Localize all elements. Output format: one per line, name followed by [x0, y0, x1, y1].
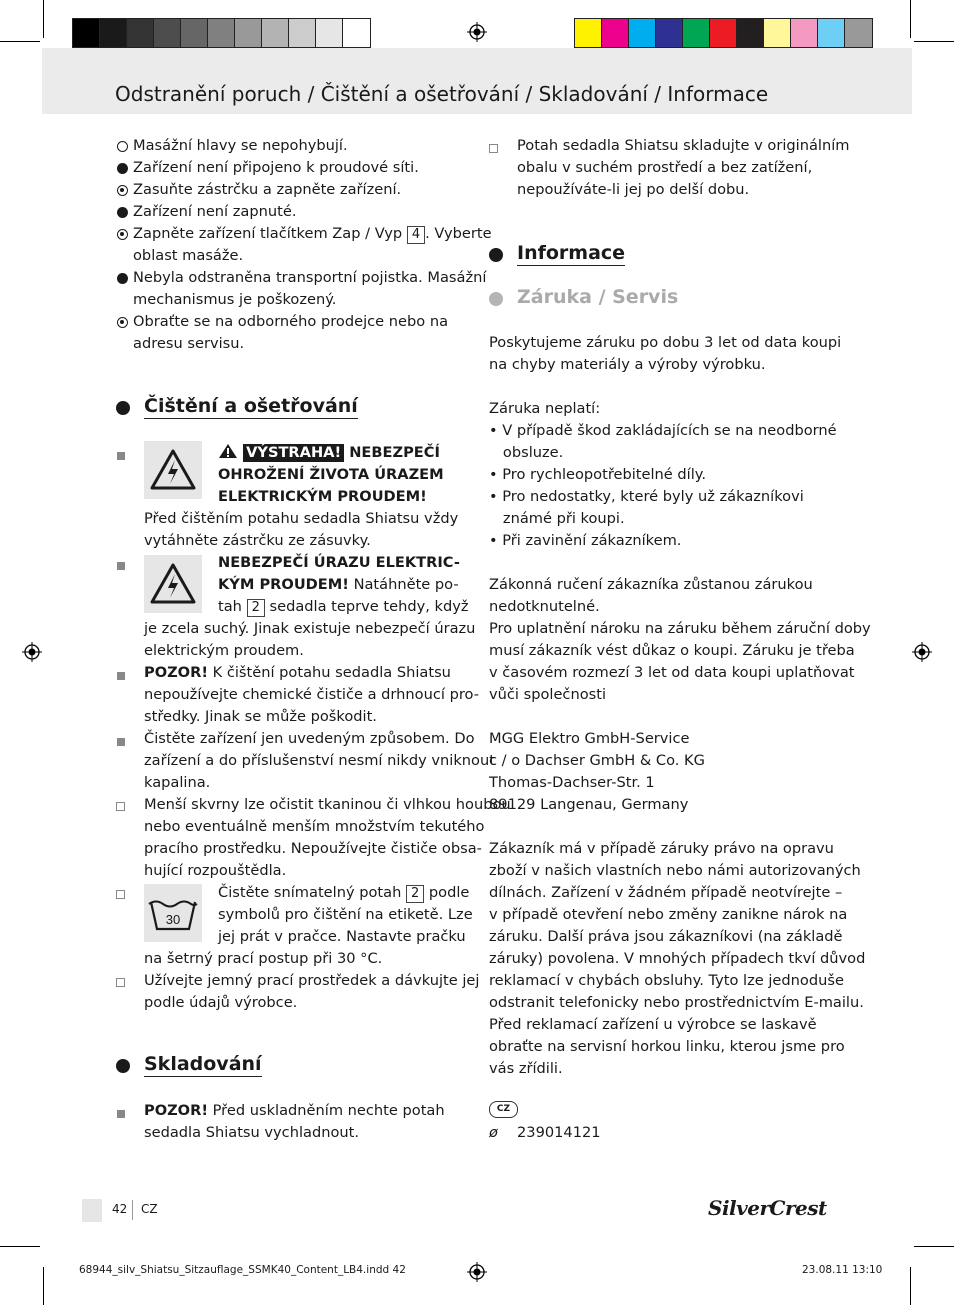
body-text: symbolů pro čištění na etiketě. Lze: [218, 906, 473, 923]
body-text: odstranit telefonicky nebo prostřednictvím E-mailu.: [489, 994, 864, 1011]
color-swatch: [181, 19, 208, 47]
body-text: vás zřídili.: [489, 1060, 563, 1077]
color-swatch: [127, 19, 154, 47]
list-square-icon: [117, 562, 125, 570]
cmyk-color-bar: [574, 18, 873, 48]
bullet-item: • Při zavinění zákazníkem.: [489, 532, 682, 549]
troubleshooting-text: Zasuňte zástrčku a zapněte zařízení.: [133, 181, 402, 198]
bullet-item: známé při koupi.: [489, 510, 625, 527]
section-bullet-icon: [116, 1059, 130, 1073]
body-text: Před reklamací zařízení u výrobce se laskavě: [489, 1016, 817, 1033]
warning-label: VÝSTRAHA!: [243, 444, 344, 462]
body-text: elektrickým proudem.: [144, 642, 304, 659]
bullet-item: • Pro rychleopotřebitelné díly.: [489, 466, 706, 483]
registration-mark-icon: [912, 642, 932, 662]
warning-triangle-icon: [218, 444, 238, 461]
body-text: zařízení a do příslušenství nesmí nikdy vniknout: [144, 752, 495, 769]
caution-text: POZOR! Před uskladněním nechte potah: [144, 1102, 445, 1119]
subheading: Záruka neplatí:: [489, 400, 601, 417]
color-swatch: [73, 19, 100, 47]
cause-icon: [117, 163, 128, 174]
list-square-icon: [117, 672, 125, 680]
warning-text: OHROŽENÍ ŽIVOTA ÚRAZEM: [218, 466, 444, 483]
registration-mark-icon: [467, 1262, 487, 1282]
body-text: pracího prostředku. Nepoužívejte čističe obsa-: [144, 840, 482, 857]
body-text: vytáhněte zástrčku ze zásuvky.: [144, 532, 371, 549]
part-number-box: 4: [407, 226, 425, 244]
body-text: jej prát v pračce. Nastavte pračku: [218, 928, 466, 945]
body-text: dílnách. Zařízení v žádném případě neotvírejte –: [489, 884, 843, 901]
body-text: reklamací v chybách obsluhy. Tyto lze jednoduše: [489, 972, 844, 989]
color-swatch: [845, 19, 872, 47]
body-text: záruky) povolena. V mnohých případech tkví důvod: [489, 950, 866, 967]
wash-30-icon: [144, 884, 202, 942]
grayscale-color-bar: [72, 18, 371, 48]
page-title: Odstranění poruch / Čištění a ošetřování / Skladování / Informace: [115, 82, 769, 106]
body-text: musí zákazník vést důkaz o koupi. Záruku je třeba: [489, 642, 855, 659]
color-swatch: [100, 19, 127, 47]
color-swatch: [656, 19, 683, 47]
electric-hazard-icon: [144, 441, 202, 499]
body-text: obalu v suchém prostředí a bez zatížení,: [517, 159, 813, 176]
warning-text: NEBEZPEČÍ ÚRAZU ELEKTRIC-: [218, 554, 460, 571]
phone-number: 239014121: [517, 1124, 601, 1141]
body-text: nepoužíváte-li jej po delší dobu.: [517, 181, 750, 198]
phone-icon: ø: [489, 1124, 498, 1141]
troubleshooting-text: Obraťte se na odborného prodejce nebo na: [133, 313, 449, 330]
color-swatch: [235, 19, 262, 47]
body-text: na šetrný prací postup při 30 °C.: [144, 950, 383, 967]
body-text: Menší skvrny lze očistit tkaninou či vlhkou houbou: [144, 796, 511, 813]
crop-mark: [43, 1267, 44, 1305]
file-slug: 68944_silv_Shiatsu_Sitzauflage_SSMK40_Content_LB4.indd 42: [79, 1264, 406, 1276]
color-swatch: [683, 19, 710, 47]
print-date: 23.08.11 13:10: [802, 1264, 883, 1276]
page-header: [42, 48, 912, 114]
body-text: hující rozpouštědla.: [144, 862, 287, 879]
troubleshooting-text: mechanismus je poškozený.: [133, 291, 337, 308]
body-text: je zcela suchý. Jinak existuje nebezpečí úrazu: [144, 620, 476, 637]
body-text: záruku. Další práva jsou zákazníkovi (na základě: [489, 928, 843, 945]
body-text: v časovém rozmezí 3 let od data koupi uplatňovat: [489, 664, 855, 681]
list-square-outline-icon: [489, 144, 498, 153]
body-text: nedotknutelné.: [489, 598, 600, 615]
cause-icon: [117, 273, 128, 284]
body-text: Čistěte zařízení jen uvedeným způsobem. Do: [144, 730, 475, 747]
color-swatch: [629, 19, 656, 47]
body-text: Poskytujeme záruku po dobu 3 let od data koupi: [489, 334, 842, 351]
troubleshooting-text: adresu servisu.: [133, 335, 245, 352]
body-text: Zákonná ručení zákazníka zůstanou zárukou: [489, 576, 813, 593]
address-line: c / o Dachser GmbH & Co. KG: [489, 752, 705, 769]
section-bullet-icon: [489, 248, 503, 262]
page-number-box: [82, 1199, 102, 1222]
color-swatch: [208, 19, 235, 47]
body-text: nebo eventuálně menším množstvím tekutého: [144, 818, 485, 835]
brand-logo: SilverCrest: [708, 1196, 827, 1220]
remedy-icon: [117, 229, 128, 240]
crop-mark: [0, 41, 40, 42]
warning-line: [218, 442, 440, 464]
troubleshooting-text: Masážní hlavy se nepohybují.: [133, 137, 348, 154]
body-text: zboží v našich vlastních nebo námi autorizovaných: [489, 862, 861, 879]
list-square-outline-icon: [116, 802, 125, 811]
warning-text: KÝM PROUDEM! Natáhněte po-: [218, 576, 459, 593]
crop-mark: [0, 1246, 40, 1247]
country-badge: CZ: [489, 1101, 518, 1118]
warning-text: NEBEZPEČÍ: [349, 444, 440, 461]
body-text: Užívejte jemný prací prostředek a dávkujte jej: [144, 972, 480, 989]
cleaning-heading: Čištění a ošetřování: [144, 395, 358, 417]
color-swatch: [289, 19, 316, 47]
storage-heading: Skladování: [144, 1053, 262, 1075]
language-code: CZ: [141, 1202, 158, 1216]
part-number-box: 2: [406, 885, 424, 903]
body-text: Pro uplatnění nároku na záruku během záruční doby: [489, 620, 871, 637]
color-swatch: [791, 19, 818, 47]
color-swatch: [710, 19, 737, 47]
registration-mark-icon: [22, 642, 42, 662]
address-line: MGG Elektro GmbH-Service: [489, 730, 690, 747]
body-text: Potah sedadla Shiatsu skladujte v originálním: [517, 137, 850, 154]
body-text: v případě otevření nebo změny zanikne nárok na: [489, 906, 848, 923]
color-swatch: [764, 19, 791, 47]
address-line: Thomas-Dachser-Str. 1: [489, 774, 655, 791]
cause-icon: [117, 207, 128, 218]
color-swatch: [343, 19, 370, 47]
registration-mark-icon: [467, 22, 487, 42]
crop-mark: [43, 0, 44, 38]
info-heading: Informace: [517, 242, 626, 264]
warning-text: ELEKTRICKÝM PROUDEM!: [218, 488, 427, 505]
body-text: Před čištěním potahu sedadla Shiatsu vždy: [144, 510, 459, 527]
page-number: 42: [112, 1202, 128, 1216]
list-square-outline-icon: [116, 978, 125, 987]
bullet-item: • Pro nedostatky, které byly už zákazníkovi: [489, 488, 804, 505]
color-swatch: [316, 19, 343, 47]
body-text: středky. Jinak se může poškodit.: [144, 708, 377, 725]
body-text: Čistěte snímatelný potah 2 podle: [218, 884, 470, 901]
body-text: Zákazník má v případě záruky právo na opravu: [489, 840, 834, 857]
list-square-outline-icon: [116, 890, 125, 899]
warranty-heading: Záruka / Servis: [517, 286, 679, 308]
troubleshooting-text: Zařízení není zapnuté.: [133, 203, 297, 220]
address-line: 89129 Langenau, Germany: [489, 796, 689, 813]
list-square-icon: [117, 1110, 125, 1118]
color-swatch: [262, 19, 289, 47]
body-text: nepoužívejte chemické čističe a drhnoucí pro-: [144, 686, 479, 703]
remedy-icon: [117, 185, 128, 196]
crop-mark: [910, 0, 911, 38]
color-swatch: [575, 19, 602, 47]
caution-text: POZOR! K čištění potahu sedadla Shiatsu: [144, 664, 451, 681]
troubleshooting-text: oblast masáže.: [133, 247, 244, 264]
body-text: podle údajů výrobce.: [144, 994, 298, 1011]
body-text: sedadla Shiatsu vychladnout.: [144, 1124, 360, 1141]
part-number-box: 2: [247, 599, 265, 617]
crop-mark: [910, 1267, 911, 1305]
body-text: na chyby materiály a výroby výrobku.: [489, 356, 766, 373]
body-text: tah 2 sedadla teprve tehdy, když: [218, 598, 469, 615]
crop-mark: [914, 1246, 954, 1247]
electric-hazard-icon: [144, 555, 202, 613]
troubleshooting-text: Nebyla odstraněna transportní pojistka. Masážní: [133, 269, 487, 286]
svg-text:30: 30: [165, 912, 181, 927]
bullet-item: • V případě škod zakládajících se na neodborné: [489, 422, 837, 439]
troubleshooting-text: Zařízení není připojeno k proudové síti.: [133, 159, 419, 176]
body-text: obraťte na servisní horkou linku, kterou jsme pro: [489, 1038, 845, 1055]
section-bullet-icon: [116, 401, 130, 415]
subsection-bullet-icon: [489, 292, 503, 306]
color-swatch: [602, 19, 629, 47]
color-swatch: [818, 19, 845, 47]
symptom-icon: [117, 141, 128, 152]
remedy-icon: [117, 317, 128, 328]
color-swatch: [154, 19, 181, 47]
list-square-icon: [117, 738, 125, 746]
crop-mark: [914, 41, 954, 42]
list-square-icon: [117, 452, 125, 460]
troubleshooting-text: Zapněte zařízení tlačítkem Zap / Vyp 4 . Vyberte: [133, 225, 492, 242]
color-swatch: [737, 19, 764, 47]
body-text: kapalina.: [144, 774, 211, 791]
divider: [132, 1200, 133, 1220]
bullet-item: obsluze.: [489, 444, 564, 461]
body-text: vůči společnosti: [489, 686, 607, 703]
